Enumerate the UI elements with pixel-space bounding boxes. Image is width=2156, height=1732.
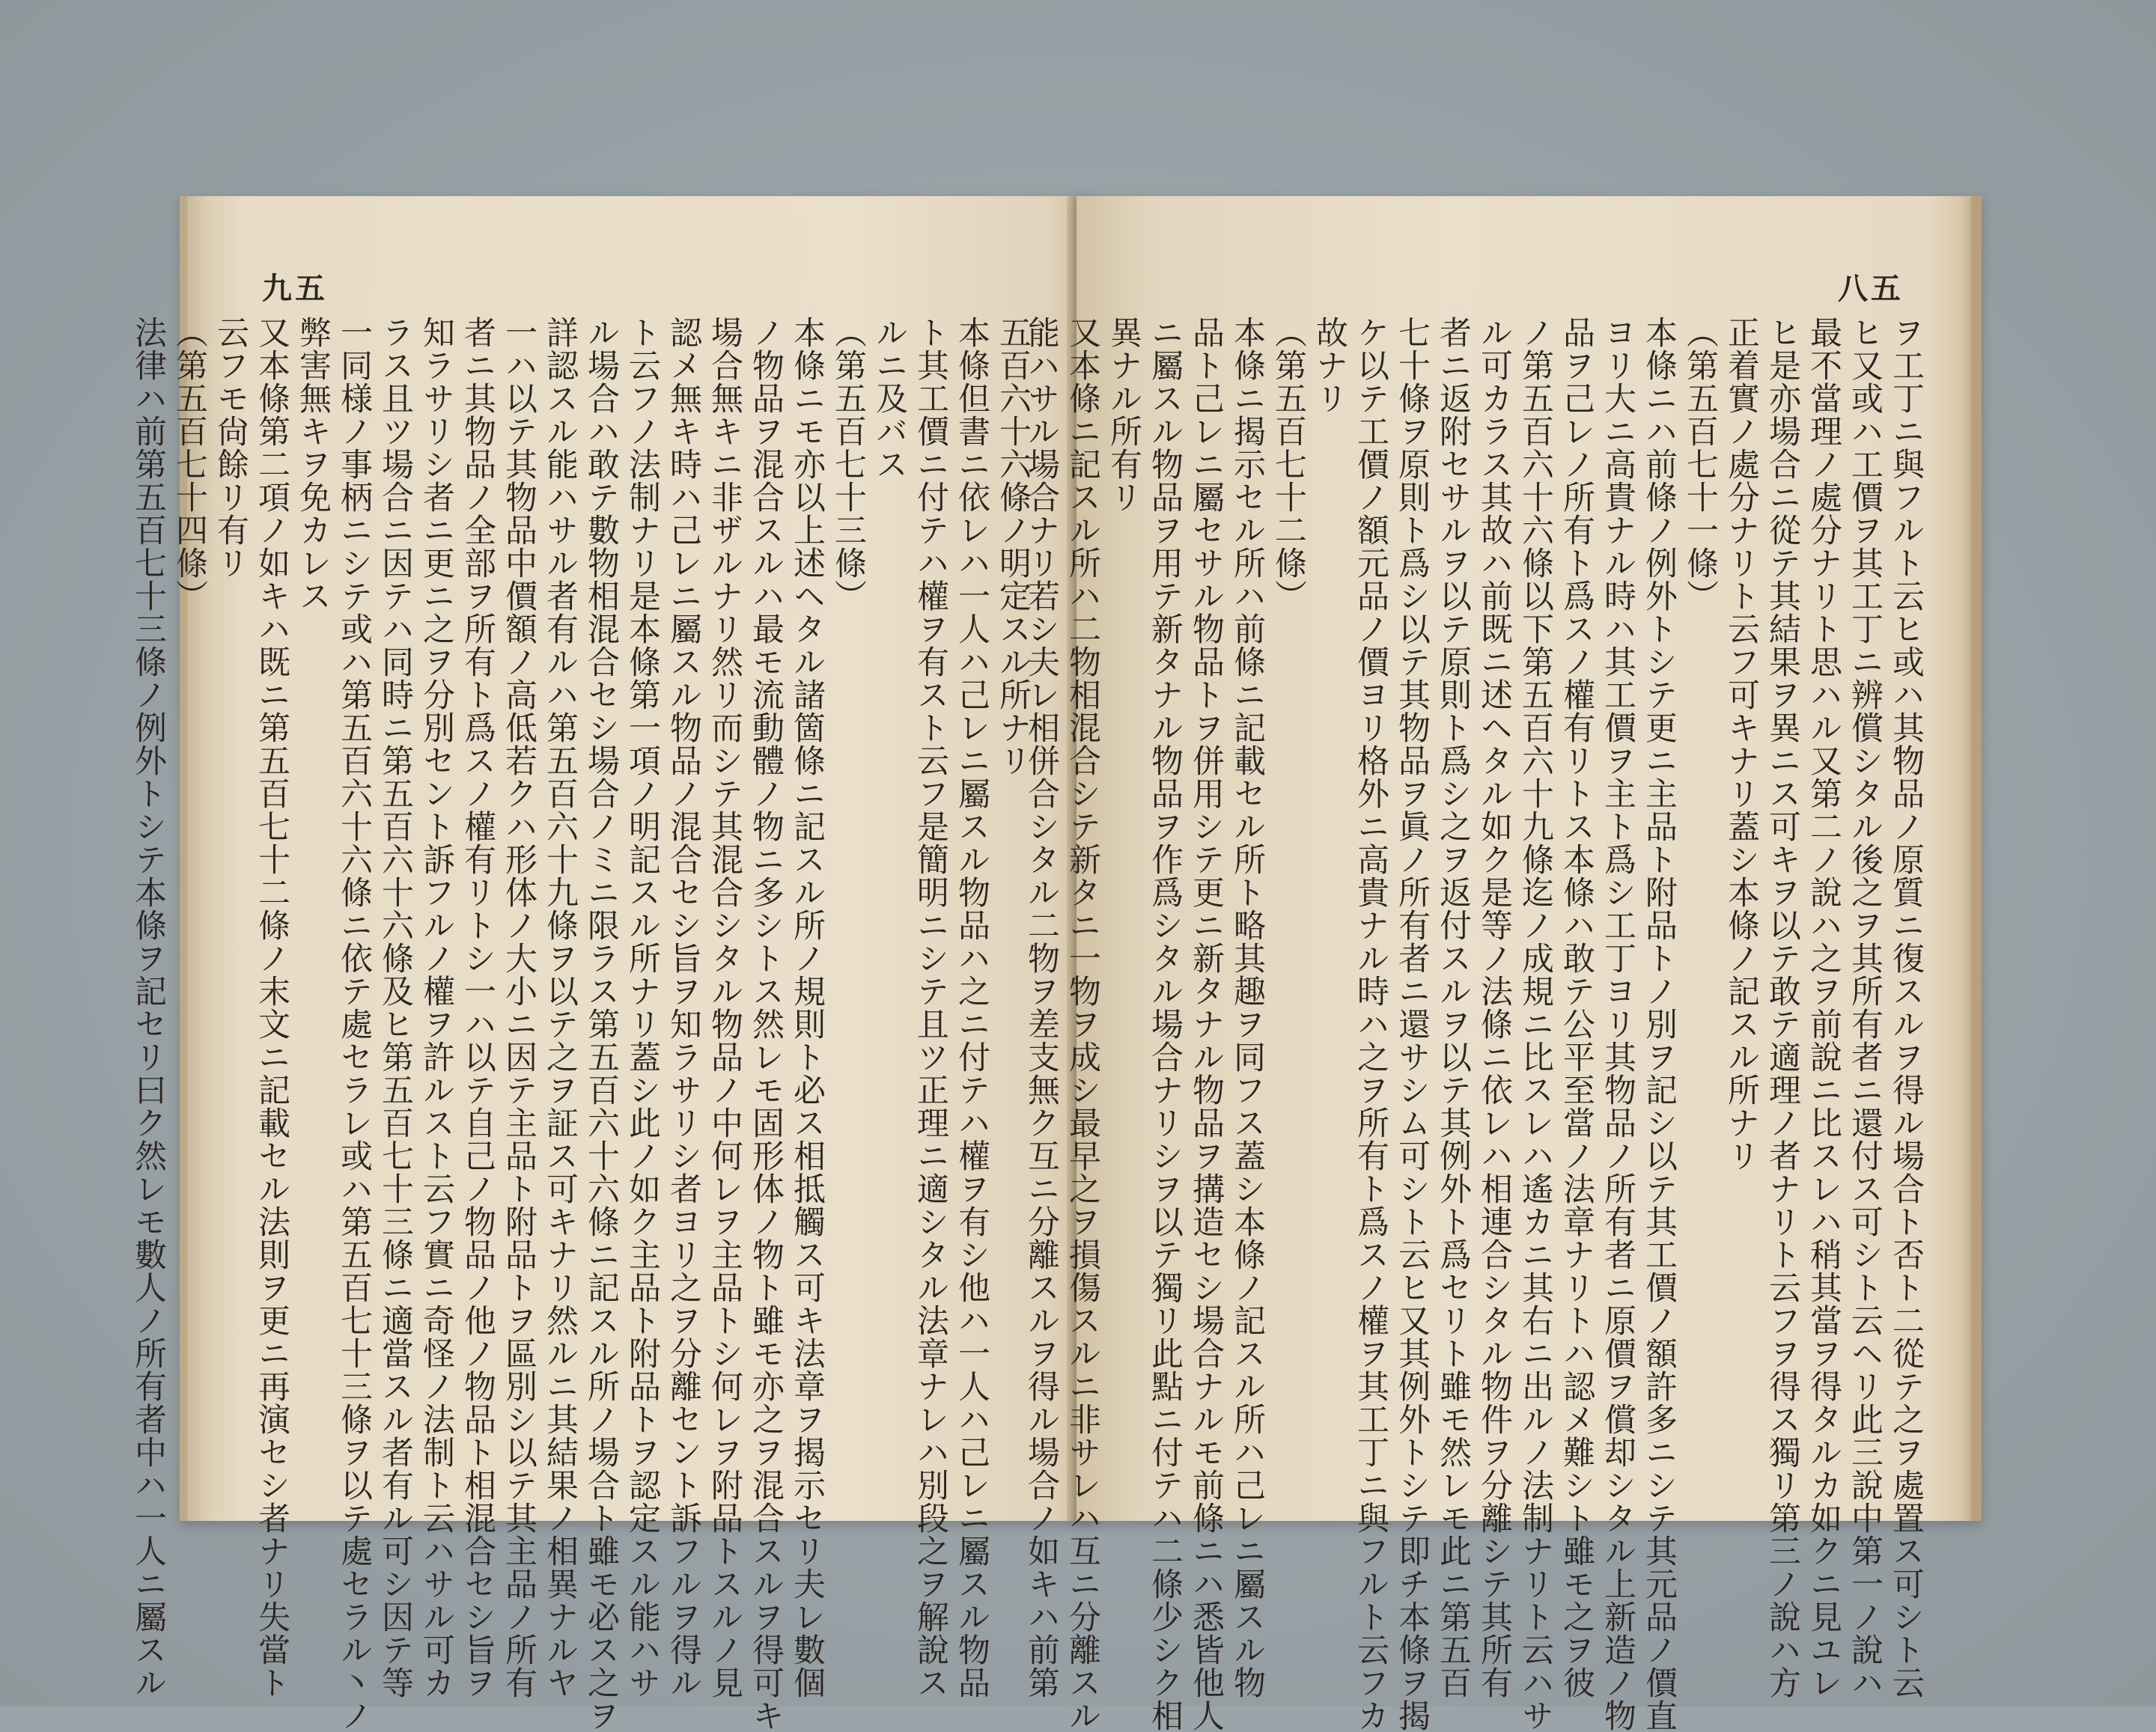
text-column: 能ハサル場合ナリ若シ夫レ相併合シタル二物ヲ差支無ク互ニ分離スルヲ得ル場合ノ如キハ前第 bbox=[1023, 316, 1060, 1699]
text-column: 本條但書ニ依レハ一人ハ己レニ屬スル物品ハ之ニ付テハ權ヲ有シ他ハ一人ハ己レニ屬スル物品 bbox=[953, 316, 990, 1699]
text-column: 詳認スル能ハサル者有ルハ第五百六十九條ヲ以テ之ヲ証ス可キナリ然ルニ其結果ノ相異ナルヤ bbox=[541, 316, 579, 1699]
text-column: ル場合ハ敢テ數物相混合セシ場合ノミニ限ラス第五百六十六條ニ記スル所ノ場合ト雖モ必ス之ヲ bbox=[582, 316, 620, 1732]
text-column: 法律ハ前第五百七十三條ノ例外トシテ本條ヲ記セリ曰ク然レモ數人ノ所有者中ハ一人ニ屬スル bbox=[130, 316, 167, 1699]
text-column: ケ以テ工價ノ額元品ノ價ヨリ格外ニ高貴ナル時ハ之ヲ所有ト爲スノ權ヲ其工丁ニ與フルト云フカ bbox=[1352, 316, 1389, 1732]
text-column: 知ラサリシ者ニ更ニ之ヲ分別セント訴フルノ權ヲ許ルスト云フ實ニ奇怪ノ法制ト云ハサル可カ bbox=[418, 316, 455, 1699]
section-heading: （第五百七十二條） bbox=[1270, 316, 1307, 612]
text-column: 本條ニモ亦以上述ヘタル諸箇條ニ記スル所ノ規則ト必ス相抵觸ス可キ法章ヲ揭示セリ夫レ數個 bbox=[788, 316, 826, 1699]
section-heading: （第五百七十一條） bbox=[1681, 316, 1719, 612]
open-book bbox=[130, 196, 1984, 1732]
text-column: ヒ又或ハ工價ヲ其工丁ニ辨償シタル後之ヲ其所有者ニ還付ス可シト云ヘリ此三說中第一ノ說ハ bbox=[1846, 316, 1884, 1699]
left-page-number: 九五 bbox=[262, 271, 328, 306]
left-page bbox=[130, 196, 1093, 1732]
text-column: ノ物品ヲ混合スルハ最モ流動體ノ物ニ多シトス然レモ固形体ノ物ト雖モ亦之ヲ混合スルヲ得可キ bbox=[747, 316, 785, 1732]
text-column: ノ第五百六十六條以下第五百六十九條迄ノ成規ニ比スレハ遙カニ其右ニ出ルノ法制ナリト云ハサ bbox=[1517, 316, 1554, 1732]
section-heading: （第五百七十三條） bbox=[829, 316, 867, 612]
text-column: ヒ是亦場合ニ從テ其結果ヲ異ニス可キヲ以テ敢テ適理ノ者ナリト云フヲ得ス獨リ第三ノ說ハ方 bbox=[1764, 316, 1801, 1699]
text-column: 又本條ニ記スル所ハ二物相混合シテ新タニ一物ヲ成シ最早之ヲ損傷スルニ非サレハ互ニ分離スル bbox=[1064, 316, 1101, 1732]
text-column: 場合無キニ非ザルナリ然リ而シテ其混合シタル物品ノ中何レヲ主品トシ何レヲ附品トスルノ見 bbox=[706, 316, 743, 1699]
section-heading: （第五百七十四條） bbox=[171, 316, 208, 612]
text-column: ルニ及バス bbox=[871, 316, 908, 481]
text-column: 品ト己レニ屬セサル物品トヲ併用シテ更ニ新タナル物品ヲ搆造セシ場合ナルモ前條ニハ悉皆他人 bbox=[1187, 316, 1225, 1732]
text-column: 又本條第二項ノ如キハ既ニ第五百七十二條ノ末文ニ記載セル法則ヲ更ニ再演セシ者ナリ失當ト bbox=[253, 316, 290, 1699]
text-column: ト云フノ法制ナリ是本條第一項ノ明記スル所ナリ蓋シ此ノ如ク主品ト附品トヲ認定スル能ハサ bbox=[624, 316, 661, 1699]
text-column: 品ヲ己レノ所有ト爲スノ權有リトス本條ハ敢テ公平至當ノ法章ナリトハ認メ難シト雖モ之ヲ彼 bbox=[1558, 316, 1595, 1699]
text-column: 故ナリ bbox=[1311, 316, 1348, 415]
text-column: 者ニ其物品ノ全部ヲ所有ト爲スノ權有リトシ一ハ以テ自己ノ物品ノ他ノ物品ト相混合セシ旨ヲ bbox=[459, 316, 496, 1699]
text-column: 最不當理ノ處分ナリト思ハル又第二ノ說ハ之ヲ前說ニ比スレハ稍其當ヲ得タルカ如クニ見ユレ bbox=[1805, 316, 1842, 1699]
text-column: 正着實ノ處分ナリト云フ可キナリ蓋シ本條ノ記スル所ナリ bbox=[1723, 316, 1760, 1172]
right-page bbox=[1023, 196, 1982, 1732]
text-column: 五百六十六條ノ明定スル所ナリ bbox=[994, 316, 1032, 777]
left-page-text bbox=[130, 316, 1033, 1732]
text-column: 異ナル所有リ bbox=[1105, 316, 1142, 513]
text-column: ヨリ大ニ高貴ナル時ハ其工價ヲ主ト爲シ工丁ヨリ其物品ノ所有者ニ原價ヲ償却シタル上新造ノ物 bbox=[1599, 316, 1636, 1732]
text-column: ヲ工丁ニ與フルト云ヒ或ハ其物品ノ原質ニ復スルヲ得ル場合ト否ト二從テ之ヲ處置ス可シト云 bbox=[1887, 316, 1925, 1699]
right-page-number: 八五 bbox=[1838, 271, 1904, 306]
text-column: 一ハ以テ其物品中價額ノ高低若クハ形体ノ大小ニ因テ主品ト附品トヲ區別シ以テ其主品ノ所有 bbox=[500, 316, 538, 1699]
right-page-text bbox=[1023, 316, 1926, 1732]
text-column: ト其工價ニ付テハ權ヲ有スト云フ是簡明ニシテ且ツ正理ニ適シタル法章ナレハ別段之ヲ解說ス bbox=[912, 316, 949, 1699]
text-column: 弊害無キヲ免カレス bbox=[294, 316, 332, 612]
text-column: 七十條ヲ原則ト爲シ以テ其物品ヲ眞ノ所有者ニ還サシム可シト云ヒ又其例外トシテ即チ本條ヲ揭 bbox=[1393, 316, 1431, 1732]
text-column: 本條ニハ前條ノ例外トシテ更ニ主品ト附品トノ別ヲ記シ以テ其工價ノ額許多ニシテ其元品ノ價直 bbox=[1640, 316, 1678, 1732]
text-column: ニ屬スル物品ヲ用テ新タナル物品ヲ作爲シタル場合ナリシヲ以テ獨リ此點ニ付テハ二條少シク相 bbox=[1146, 316, 1184, 1732]
text-column: 云フモ尙餘リ有リ bbox=[212, 316, 249, 579]
text-column: 認メ無キ時ハ己レニ屬スル物品ノ混合セシ旨ヲ知ラサリシ者ヨリ之ヲ分離セント訴フルヲ得ル bbox=[665, 316, 702, 1699]
text-column: 一同様ノ事柄ニシテ或ハ第五百六十六條ニ依テ處セラレ或ハ第五百七十三條ヲ以テ處セラル丶ノ bbox=[335, 316, 373, 1732]
text-column: 本條ニ揭示セル所ハ前條ニ記載セル所ト略其趣ヲ同フス蓋シ本條ノ記スル所ハ己レニ屬スル物 bbox=[1228, 316, 1266, 1699]
text-column: 者ニ返附セサルヲ以テ原則ト爲シ之ヲ返付スルヲ以テ其例外ト爲セリト雖モ然レモ此ニ第五百 bbox=[1434, 316, 1472, 1699]
text-column: ル可カラス其故ハ前既ニ述ヘタル如ク是等ノ法條ニ依レハ相連合シタル物件ヲ分離シテ其所有 bbox=[1476, 316, 1513, 1699]
text-column: ラス且ツ場合ニ因テハ同時ニ第五百六十六條及ヒ第五百七十三條ニ適當スル者有ル可シ因テ等 bbox=[377, 316, 414, 1699]
